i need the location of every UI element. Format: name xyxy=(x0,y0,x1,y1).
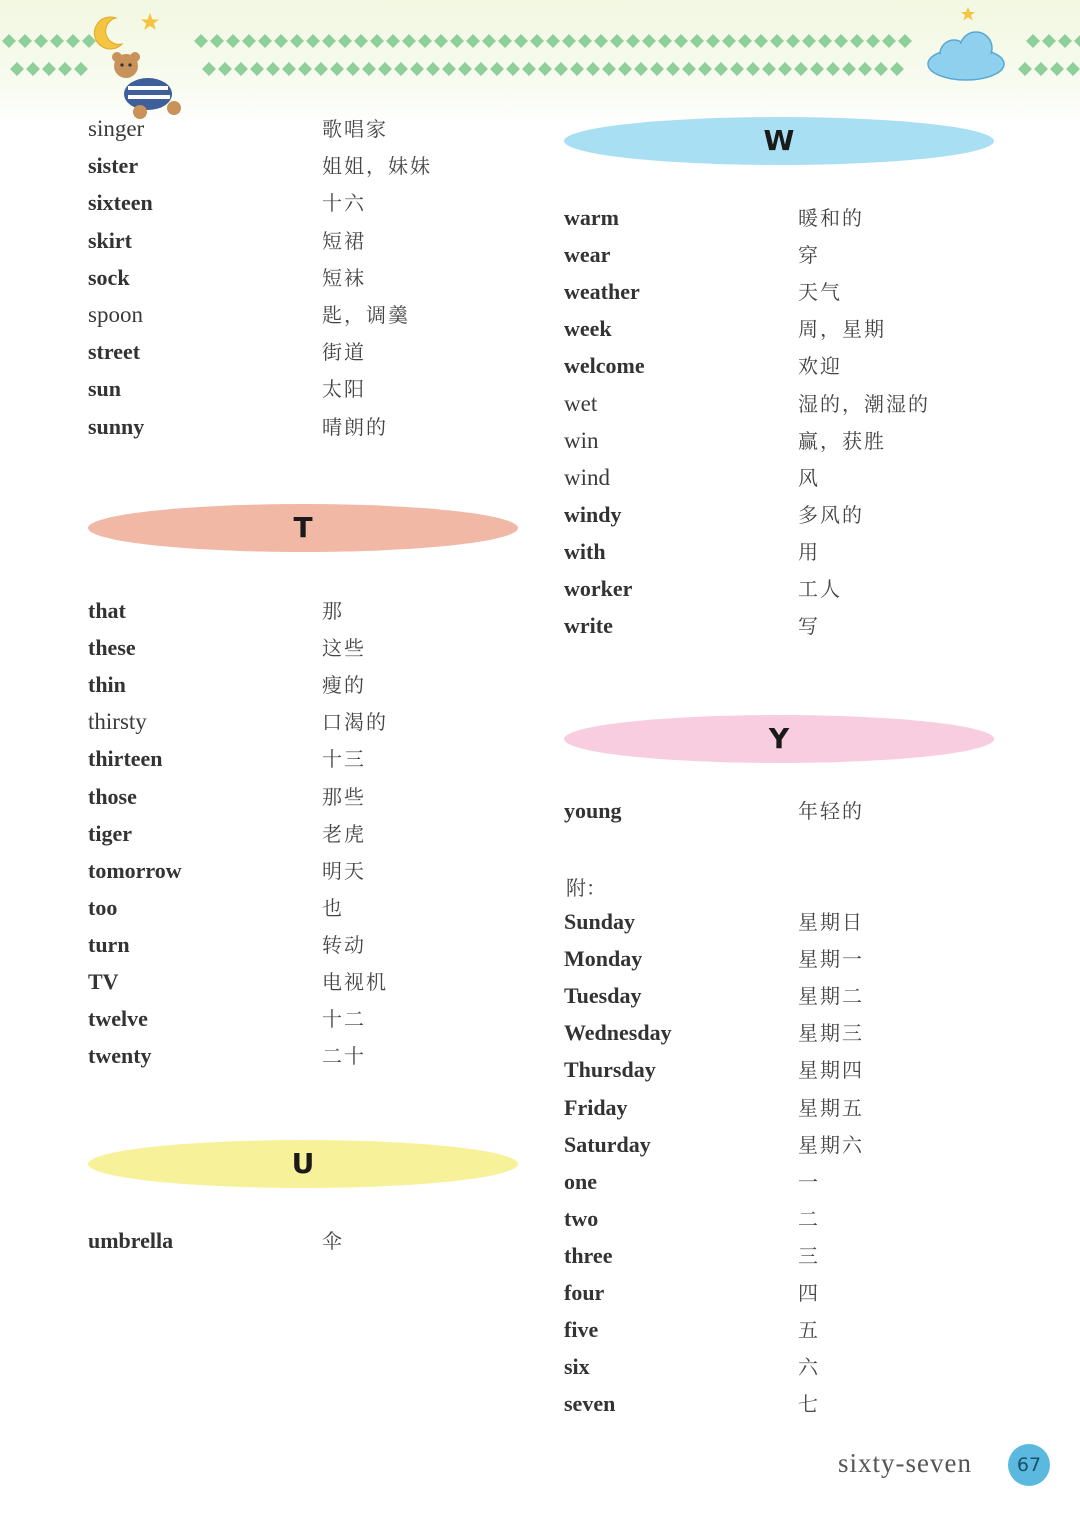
vocab-translation: 写 xyxy=(798,614,820,639)
vocab-translation: 四 xyxy=(798,1281,820,1305)
diamond-ornament xyxy=(634,62,648,76)
diamond-ornament xyxy=(1050,62,1064,76)
vocab-translation: 星期六 xyxy=(798,1132,864,1157)
diamond-ornament xyxy=(826,62,840,76)
diamond-ornament xyxy=(658,34,672,48)
appendix-label: 附： xyxy=(566,876,606,900)
diamond-ornament xyxy=(378,62,392,76)
vocab-word: wear xyxy=(564,242,611,268)
diamond-ornament xyxy=(330,62,344,76)
vocab-word: sister xyxy=(88,153,139,179)
diamond-ornament xyxy=(1042,34,1056,48)
diamond-ornament xyxy=(210,34,224,48)
diamond-ornament xyxy=(290,34,304,48)
vocab-translation: 星期五 xyxy=(798,1095,864,1120)
vocab-translation: 短袜 xyxy=(322,265,366,290)
vocab-word: week xyxy=(564,316,612,342)
vocab-translation: 穿 xyxy=(798,243,820,268)
diamond-ornament xyxy=(674,34,688,48)
vocab-translation: 十二 xyxy=(322,1007,366,1032)
diamond-ornament xyxy=(474,62,488,76)
vocab-word: young xyxy=(564,798,622,823)
diamond-ornament xyxy=(1026,34,1040,48)
vocab-word: weather xyxy=(564,279,640,305)
vocab-translation: 也 xyxy=(322,895,344,920)
vocab-translation: 暖和的 xyxy=(798,206,864,230)
diamond-ornament xyxy=(346,62,360,76)
vocab-translation: 星期日 xyxy=(798,910,864,934)
page-number-badge: 67 xyxy=(1008,1444,1050,1486)
vocab-translation: 瘦的 xyxy=(322,673,366,698)
diamond-ornament xyxy=(418,34,432,48)
vocab-translation: 星期一 xyxy=(798,947,864,972)
diamond-ornament xyxy=(834,34,848,48)
section-letter-w: W xyxy=(763,124,795,157)
vocab-translation: 赢，获胜 xyxy=(798,428,886,453)
vocab-word: Wednesday xyxy=(564,1020,672,1046)
section-letter-y: Y xyxy=(768,722,790,755)
vocab-translation: 三 xyxy=(798,1243,820,1268)
diamond-ornament xyxy=(650,62,664,76)
diamond-ornament xyxy=(442,62,456,76)
vocab-word: too xyxy=(88,894,118,920)
vocab-translation: 十三 xyxy=(322,747,366,772)
vocab-word: street xyxy=(88,339,141,365)
vocab-translation: 一 xyxy=(798,1169,820,1194)
vocab-translation: 明天 xyxy=(322,858,366,883)
diamond-ornament xyxy=(2,34,16,48)
vocab-word: wet xyxy=(564,390,598,416)
diamond-ornament xyxy=(10,62,24,76)
diamond-ornament xyxy=(458,62,472,76)
vocab-translation: 用 xyxy=(798,539,820,564)
vocab-translation: 十六 xyxy=(322,191,366,216)
diamond-ornament xyxy=(354,34,368,48)
vocab-word: Saturday xyxy=(564,1131,651,1157)
vocab-word: that xyxy=(88,598,126,623)
diamond-ornament xyxy=(482,34,496,48)
vocab-translation: 二 xyxy=(798,1206,820,1231)
diamond-ornament xyxy=(754,34,768,48)
cloud-icon xyxy=(924,22,1008,86)
diamond-ornament xyxy=(522,62,536,76)
diamond-ornament xyxy=(18,34,32,48)
diamond-ornament xyxy=(26,62,40,76)
diamond-ornament xyxy=(66,34,80,48)
diamond-ornament xyxy=(794,62,808,76)
diamond-ornament xyxy=(570,62,584,76)
diamond-ornament xyxy=(858,62,872,76)
diamond-ornament xyxy=(370,34,384,48)
vocab-word: sunny xyxy=(88,413,145,439)
diamond-ornament xyxy=(450,34,464,48)
vocab-word: with xyxy=(564,538,606,564)
vocab-translation: 姐姐，妹妹 xyxy=(322,154,432,179)
diamond-ornament xyxy=(194,34,208,48)
diamond-ornament xyxy=(258,34,272,48)
vocab-word: sun xyxy=(88,376,122,402)
diamond-ornament xyxy=(666,62,680,76)
vocab-word: tomorrow xyxy=(88,857,182,883)
diamond-ornament xyxy=(34,34,48,48)
diamond-ornament xyxy=(730,62,744,76)
vocab-word: umbrella xyxy=(88,1228,174,1253)
diamond-ornament xyxy=(602,62,616,76)
diamond-ornament xyxy=(338,34,352,48)
diamond-ornament xyxy=(818,34,832,48)
vocab-translation: 六 xyxy=(798,1355,820,1380)
vocab-word: Tuesday xyxy=(564,983,642,1009)
vocab-word: turn xyxy=(88,931,130,957)
vocab-word: welcome xyxy=(564,353,645,379)
star-icon xyxy=(960,6,976,22)
vocab-translation: 歌唱家 xyxy=(322,117,388,141)
diamond-ornament xyxy=(738,34,752,48)
diamond-ornament xyxy=(218,62,232,76)
diamond-ornament xyxy=(282,62,296,76)
vocab-translation: 工人 xyxy=(798,577,842,601)
diamond-ornament xyxy=(306,34,320,48)
vocab-translation: 伞 xyxy=(322,1229,344,1253)
diamond-ornament xyxy=(802,34,816,48)
diamond-ornament xyxy=(202,62,216,76)
vocab-translation: 电视机 xyxy=(322,970,388,994)
diamond-ornament xyxy=(786,34,800,48)
diamond-ornament xyxy=(810,62,824,76)
vocab-word: Thursday xyxy=(564,1057,656,1083)
vocab-word: six xyxy=(564,1354,590,1380)
diamond-ornament xyxy=(58,62,72,76)
vocab-word: twenty xyxy=(88,1043,152,1069)
diamond-ornament xyxy=(242,34,256,48)
diamond-ornament xyxy=(386,34,400,48)
vocab-word: thirteen xyxy=(88,746,163,772)
diamond-ornament xyxy=(618,62,632,76)
vocab-translation: 短裙 xyxy=(322,228,366,253)
vocab-translation: 天气 xyxy=(798,280,842,305)
diamond-ornament xyxy=(626,34,640,48)
vocab-word: two xyxy=(564,1205,599,1231)
diamond-ornament xyxy=(698,62,712,76)
diamond-ornament xyxy=(538,62,552,76)
vocab-word: win xyxy=(564,427,599,453)
vocab-translation: 湿的，潮湿的 xyxy=(798,391,930,416)
vocab-translation: 那些 xyxy=(322,784,366,809)
vocab-translation: 老虎 xyxy=(322,821,366,846)
vocab-translation: 这些 xyxy=(322,636,366,661)
vocab-translation: 星期三 xyxy=(798,1021,864,1046)
diamond-ornament xyxy=(514,34,528,48)
vocab-translation: 七 xyxy=(798,1392,820,1417)
vocab-word: these xyxy=(88,635,136,661)
diamond-ornament xyxy=(298,62,312,76)
diamond-ornament xyxy=(314,62,328,76)
diamond-ornament xyxy=(322,34,336,48)
vocab-word: seven xyxy=(564,1391,616,1417)
page-header-decoration xyxy=(0,0,1080,125)
diamond-ornament xyxy=(594,34,608,48)
teddy-bear-icon xyxy=(100,52,182,122)
diamond-ornament xyxy=(250,62,264,76)
vocab-translation: 星期四 xyxy=(798,1058,864,1083)
vocab-word: windy xyxy=(564,501,622,527)
vocab-word: TV xyxy=(88,969,119,994)
diamond-ornament xyxy=(578,34,592,48)
vocab-translation: 二十 xyxy=(322,1044,366,1069)
diamond-ornament xyxy=(722,34,736,48)
diamond-ornament xyxy=(690,34,704,48)
diamond-ornament xyxy=(1058,34,1072,48)
diamond-ornament xyxy=(850,34,864,48)
diamond-row-top xyxy=(0,32,1080,50)
diamond-ornament xyxy=(890,62,904,76)
diamond-ornament xyxy=(490,62,504,76)
diamond-ornament xyxy=(402,34,416,48)
diamond-ornament xyxy=(778,62,792,76)
diamond-ornament xyxy=(394,62,408,76)
diamond-ornament xyxy=(762,62,776,76)
vocab-translation: 街道 xyxy=(322,340,366,365)
vocab-word: twelve xyxy=(88,1006,148,1032)
diamond-ornament xyxy=(426,62,440,76)
vocab-word: skirt xyxy=(88,227,132,253)
vocab-translation: 五 xyxy=(798,1318,820,1343)
vocab-translation: 欢迎 xyxy=(798,354,842,379)
diamond-ornament xyxy=(506,62,520,76)
diamond-ornament xyxy=(842,62,856,76)
vocab-translation: 星期二 xyxy=(798,984,864,1009)
diamond-ornament xyxy=(1034,62,1048,76)
vocab-word: four xyxy=(564,1280,605,1305)
diamond-ornament xyxy=(610,34,624,48)
vocab-translation: 风 xyxy=(798,465,820,490)
vocab-translation: 周，星期 xyxy=(798,317,886,342)
vocab-translation: 转动 xyxy=(322,932,366,957)
vocab-word: those xyxy=(88,783,137,809)
page-number-words: sixty-seven xyxy=(838,1448,972,1478)
vocab-word: one xyxy=(564,1168,597,1194)
vocab-word: five xyxy=(564,1317,599,1343)
vocab-translation: 那 xyxy=(322,599,344,623)
vocab-word: sock xyxy=(88,264,130,290)
star-icon xyxy=(140,12,160,32)
diamond-ornament xyxy=(642,34,656,48)
vocab-translation: 晴朗的 xyxy=(322,414,388,439)
diamond-ornament xyxy=(1074,34,1080,48)
diamond-ornament xyxy=(50,34,64,48)
diamond-ornament xyxy=(746,62,760,76)
diamond-ornament xyxy=(1018,62,1032,76)
diamond-ornament xyxy=(410,62,424,76)
vocab-word: wind xyxy=(564,464,610,490)
diamond-ornament xyxy=(42,62,56,76)
vocab-word: sixteen xyxy=(88,190,153,216)
diamond-ornament xyxy=(530,34,544,48)
vocab-word: three xyxy=(564,1242,613,1268)
diamond-ornament xyxy=(274,34,288,48)
diamond-ornament xyxy=(882,34,896,48)
diamond-ornament xyxy=(226,34,240,48)
moon-icon xyxy=(88,14,128,54)
vocab-word: Sunday xyxy=(564,909,635,934)
diamond-ornament xyxy=(706,34,720,48)
diamond-ornament xyxy=(546,34,560,48)
vocab-word: Monday xyxy=(564,946,643,972)
diamond-ornament xyxy=(562,34,576,48)
section-letter-u: U xyxy=(291,1147,315,1180)
vocab-translation: 口渴的 xyxy=(322,710,388,735)
vocab-translation: 年轻的 xyxy=(798,799,864,823)
vocab-word: warm xyxy=(564,205,619,230)
diamond-ornament xyxy=(866,34,880,48)
diamond-ornament xyxy=(898,34,912,48)
diamond-ornament xyxy=(682,62,696,76)
diamond-ornament xyxy=(266,62,280,76)
diamond-ornament xyxy=(498,34,512,48)
diamond-ornament xyxy=(434,34,448,48)
vocab-word: write xyxy=(564,613,613,639)
section-letter-t: T xyxy=(293,511,313,544)
vocab-word: thirsty xyxy=(88,709,147,735)
diamond-ornament xyxy=(74,62,88,76)
diamond-ornament xyxy=(1066,62,1080,76)
diamond-ornament xyxy=(714,62,728,76)
vocab-word: tiger xyxy=(88,820,132,846)
diamond-ornament xyxy=(466,34,480,48)
vocab-word: singer xyxy=(88,116,145,141)
diamond-ornament xyxy=(586,62,600,76)
vocab-word: worker xyxy=(564,576,633,601)
vocab-word: Friday xyxy=(564,1094,628,1120)
vocab-word: thin xyxy=(88,672,126,698)
vocab-translation: 多风的 xyxy=(798,502,864,527)
diamond-ornament xyxy=(362,62,376,76)
vocab-word: spoon xyxy=(88,302,143,327)
diamond-ornament xyxy=(874,62,888,76)
diamond-ornament xyxy=(234,62,248,76)
diamond-ornament xyxy=(770,34,784,48)
diamond-ornament xyxy=(554,62,568,76)
vocab-translation: 匙，调羹 xyxy=(322,303,410,327)
vocab-translation: 太阳 xyxy=(322,377,366,402)
